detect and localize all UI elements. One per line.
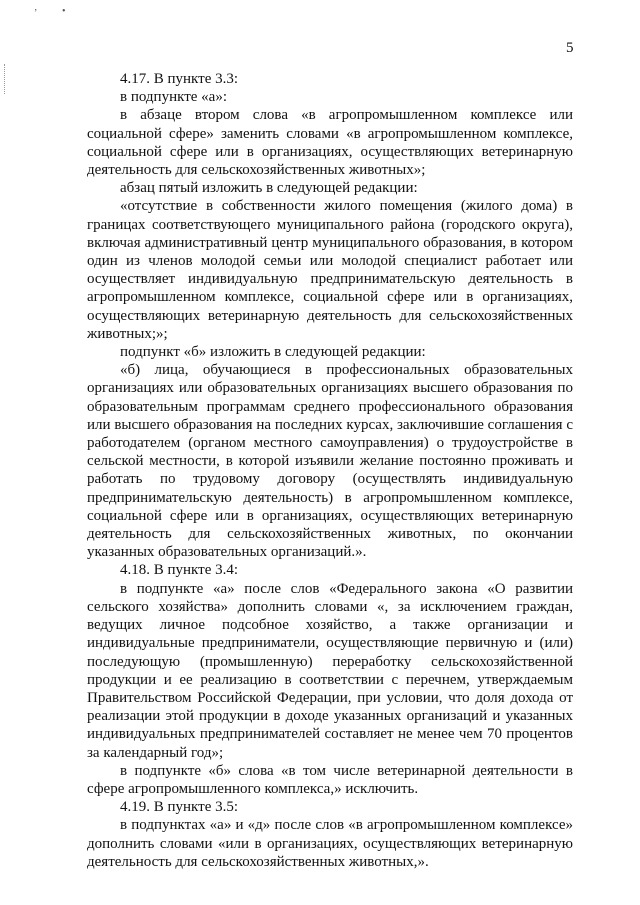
section-heading: 4.19. В пункте 3.5:: [120, 799, 239, 816]
page-number: 5: [566, 40, 574, 56]
paragraph: в подпункте «а» после слов «Федерального закона «О развитии сельского хозяйства» дополнить словами «, за исключением граждан, ведущих личное подсобное хозяйство, а также организации и индивидуальные предприниматели, осуществляющие первичную и (или) последующую (промышленную) переработку сельскохозяйственной продукции и ее реализацию в соответствии с перечнем, утверждаемым Правительством Российской Федерации, при условии, что доля дохода от реализации этой продукции в доходе указанных организаций и указанных индивидуальных предпринимателей составляет не менее чем 70 процентов за календарный год»;: [87, 580, 573, 761]
paragraph: «б) лица, обучающиеся в профессиональных образовательных организациях или образовательных организациях высшего образования по образовательным программам среднего профессионального образования или высшего образования на последних курсах, заключившие соглашения с работодателем (органом местного самоуправления) о трудоустройстве в сельской местности, в которой изъявили желание постоянно проживать и работать по трудовому договору (осуществлять индивидуальную предпринимательскую деятельность) в агропромышленном комплексе, социальной сфере или в организациях, осуществляющих ветеринарную деятельность для сельскохозяйственных животных, по окончании указанных образовательных организаций.».: [87, 362, 573, 561]
paragraph: в подпунктах «а» и «д» после слов «в агропромышленном комплексе» дополнить словами «или в организациях, осуществляющих ветеринарную деятельность для сельскохозяйственных животных,».: [87, 817, 573, 870]
scan-edge-artifact: [4, 64, 7, 94]
paragraph: «отсутствие в собственности жилого помещения (жилого дома) в границах соответствующего муниципального района (городского округа), включая административный центр муниципального образования, в котором один из членов молодой семьи или молодой специалист работает или осуществляет индивидуальную предпринимательскую деятельность в агропромышленном комплексе, социальной сфере или в организациях, осуществляющих ветеринарную деятельность для сельскохозяйственных животных;»;: [87, 198, 573, 342]
scan-mark: ʼ: [34, 8, 38, 19]
paragraph: в подпункте «б» слова «в том числе ветеринарной деятельности в сфере агропромышленного комплекса,» исключить.: [87, 762, 573, 797]
section-heading: 4.17. В пункте 3.3:: [120, 71, 239, 87]
paragraph: абзац пятый изложить в следующей редакции:: [120, 180, 418, 197]
document-body: [87, 70, 573, 871]
section-heading: 4.18. В пункте 3.4:: [120, 562, 239, 579]
scan-mark: •: [62, 6, 66, 17]
paragraph: в подпункте «а»:: [120, 89, 227, 106]
paragraph: в абзаце втором слова «в агропромышленном комплексе или социальной сфере» заменить словами «в агропромышленном комплексе, социальной сфере или в организациях, осуществляющих ветеринарную деятельность для сельскохозяйственных животных»;: [87, 107, 573, 179]
paragraph: подпункт «б» изложить в следующей редакции:: [120, 344, 426, 361]
